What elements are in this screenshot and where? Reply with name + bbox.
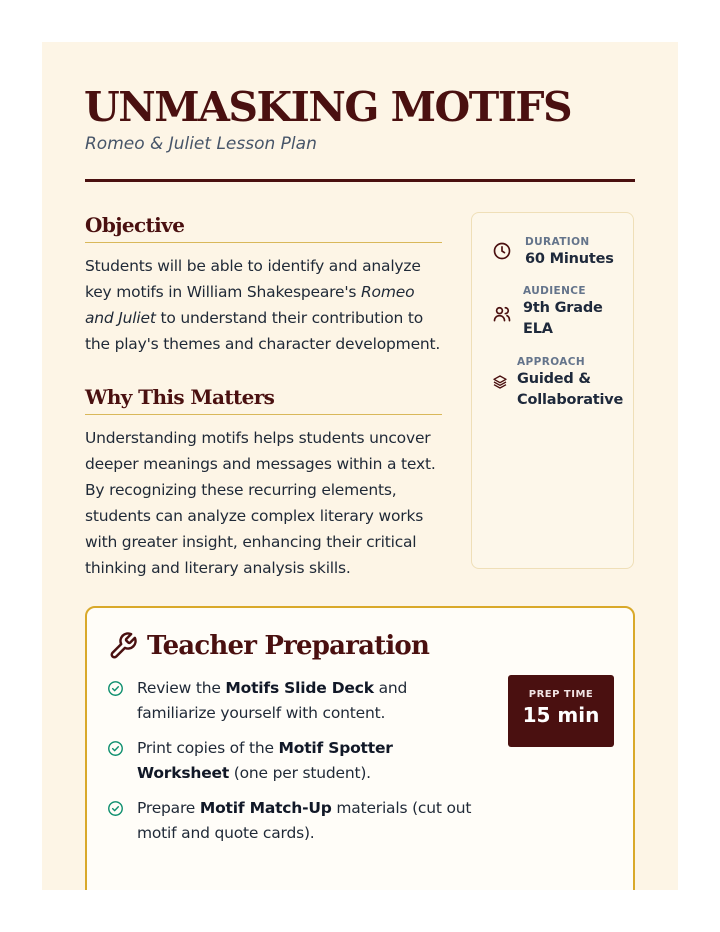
check-circle-icon: [107, 680, 124, 697]
why-matters-section: [85, 384, 442, 581]
check-circle-icon: [107, 800, 124, 817]
prep-time-badge: [508, 675, 614, 747]
why-matters-heading: Why This Matters: [85, 384, 442, 415]
prep-list-item: [107, 676, 487, 726]
clock-icon: [492, 241, 512, 261]
prep-list-item: [107, 736, 487, 786]
page-title: UNMASKING MOTIFS: [84, 83, 572, 131]
prep-item-text: and familiarize yourself with content.: [137, 679, 408, 722]
teacher-preparation-heading: Teacher Preparation: [147, 631, 430, 661]
duration-value: 60 Minutes: [525, 251, 614, 267]
objective-text-before: Students will be able to identify and analyze key motifs in William Shakespeare's: [85, 257, 421, 301]
teacher-preparation-card: [85, 606, 635, 890]
prep-item-bold: Motif Spotter Worksheet: [137, 739, 393, 782]
approach-value: Guided & Collaborative: [517, 371, 624, 408]
prep-checklist: [107, 676, 487, 856]
lesson-plan-page: [42, 42, 678, 890]
prep-list-item: [107, 796, 487, 846]
check-circle-icon: [107, 740, 124, 757]
prep-item-text: materials (cut out motif and quote cards).: [137, 799, 472, 842]
approach-label: APPROACH: [517, 356, 586, 368]
duration-label: DURATION: [525, 236, 590, 248]
prep-item-text: Print copies of the: [137, 739, 279, 757]
prep-time-value: 15 min: [522, 703, 600, 727]
prep-item-bold: Motifs Slide Deck: [225, 679, 374, 697]
layers-icon: [492, 374, 508, 390]
prep-time-label: PREP TIME: [528, 689, 594, 700]
lesson-info-card: [471, 212, 634, 569]
left-column: [85, 212, 442, 581]
title-divider: [85, 179, 635, 182]
prep-item-text: Prepare: [137, 799, 200, 817]
objective-work-title: Romeo and Juliet: [85, 283, 415, 327]
why-matters-text: Understanding motifs helps students uncover deeper meanings and messages within a text. By recognizing these recurring elements, students can analyze complex literary works with greater insight, enhancing their critical thinking and literary analysis skills.: [85, 429, 436, 577]
objective-text: [85, 253, 442, 357]
page-subtitle: Romeo & Juliet Lesson Plan: [85, 134, 317, 154]
users-icon: [492, 304, 512, 324]
prep-item-bold: Motif Match-Up: [199, 799, 332, 817]
wrench-icon: [108, 631, 138, 661]
audience-value: 9th Grade ELA: [523, 300, 603, 337]
objective-text-after: to understand their contribution to the play's themes and character development.: [85, 309, 441, 353]
audience-label: AUDIENCE: [523, 285, 586, 297]
objective-heading: Objective: [85, 212, 442, 243]
prep-item-text: Review the: [137, 679, 226, 697]
objective-section: [85, 212, 442, 357]
prep-item-text: (one per student).: [229, 764, 371, 782]
